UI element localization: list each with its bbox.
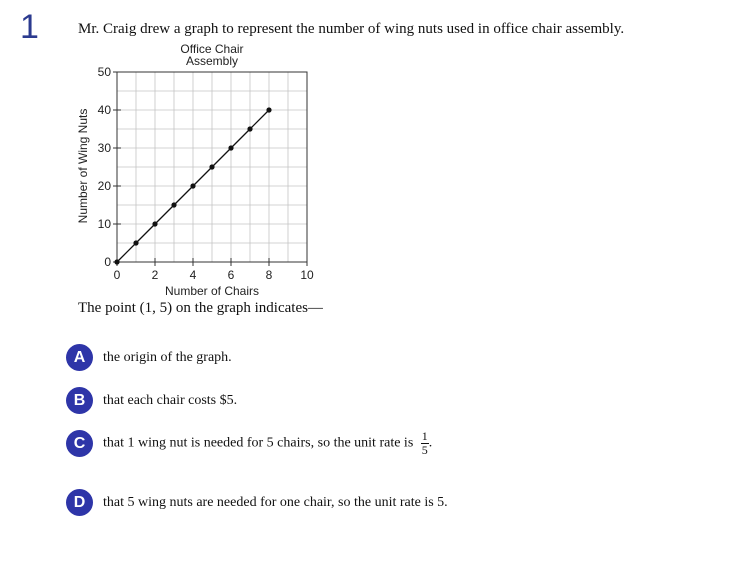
office-chair-chart	[70, 38, 330, 300]
y-tick-label: 30	[97, 141, 111, 155]
data-point	[228, 145, 233, 150]
option-c-text-group	[103, 430, 432, 456]
x-tick-label: 0	[113, 268, 121, 282]
data-point	[152, 221, 157, 226]
x-axis-label: Number of Chairs	[164, 284, 260, 298]
option-b-badge[interactable]: B	[66, 387, 93, 414]
option-b-text: that each chair costs $5.	[103, 392, 238, 408]
x-tick-label: 6	[227, 268, 235, 282]
option-d[interactable]	[66, 489, 448, 516]
y-tick-label: 50	[97, 65, 111, 79]
data-point	[190, 183, 195, 188]
x-tick-label: 4	[189, 268, 197, 282]
question-prompt: The point (1, 5) on the graph indicates—	[78, 300, 323, 316]
chart-title-line-2: Assembly	[185, 54, 239, 68]
fraction-denominator: 5	[421, 443, 428, 457]
y-tick-label: 10	[97, 217, 111, 231]
data-point	[114, 259, 119, 264]
x-tick-label: 8	[265, 268, 273, 282]
option-a[interactable]	[66, 344, 232, 371]
option-c-badge[interactable]: C	[66, 430, 93, 457]
option-b[interactable]	[66, 387, 237, 414]
unit-rate-fraction	[421, 430, 429, 456]
data-point	[266, 107, 271, 112]
y-tick-label: 40	[97, 103, 111, 117]
option-d-text: that 5 wing nuts are needed for one chair, so the unit rate is 5.	[103, 494, 448, 510]
y-tick-label: 0	[104, 255, 111, 269]
x-tick-label: 10	[300, 268, 314, 282]
option-c[interactable]	[66, 430, 432, 457]
y-tick-label: 20	[97, 179, 111, 193]
x-tick-label: 2	[151, 268, 159, 282]
question-text: Mr. Craig drew a graph to represent the number of wing nuts used in office chair assembly.	[78, 21, 625, 37]
question-number: 1	[20, 8, 39, 46]
chart-title-line-1: Office Chair	[180, 42, 244, 56]
fraction-numerator: 1	[421, 429, 428, 444]
option-c-suffix: .	[428, 435, 433, 451]
data-point	[133, 240, 138, 245]
option-c-text: that 1 wing nut is needed for 5 chairs, so the unit rate is	[103, 435, 414, 451]
data-point	[209, 164, 214, 169]
data-point	[247, 126, 252, 131]
option-d-badge[interactable]: D	[66, 489, 93, 516]
y-axis-label: Number of Wing Nuts	[76, 108, 90, 224]
option-a-text: the origin of the graph.	[103, 349, 232, 365]
data-point	[171, 202, 176, 207]
option-a-badge[interactable]: A	[66, 344, 93, 371]
